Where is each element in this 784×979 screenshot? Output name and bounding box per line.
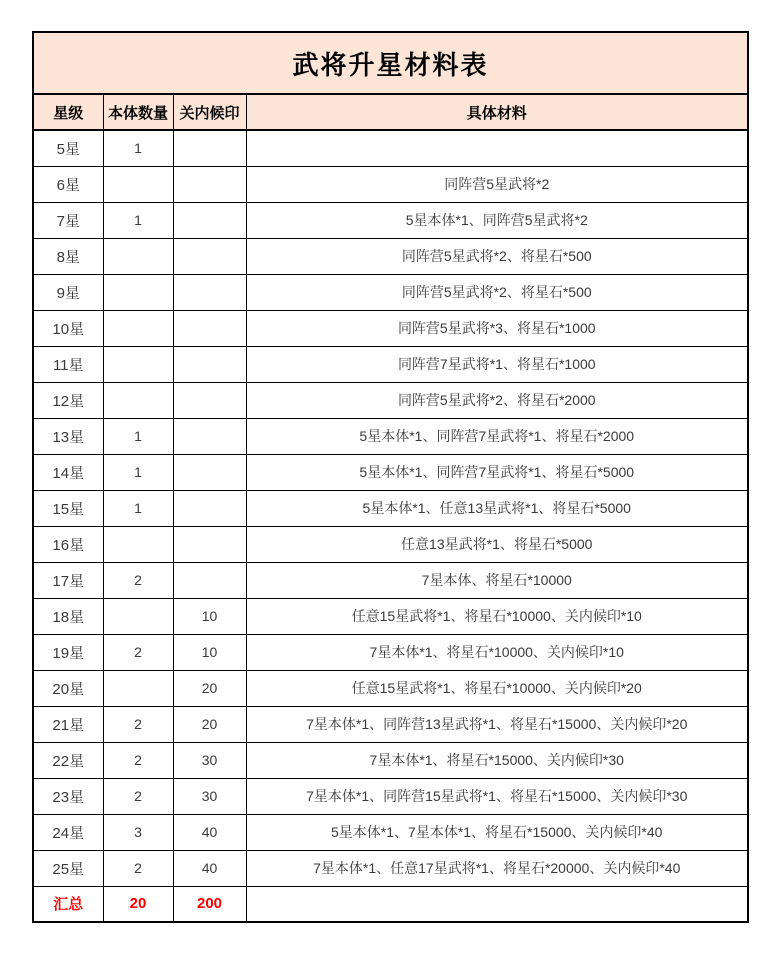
summary-row (33, 886, 748, 922)
cell-star-level: 20星 (33, 670, 103, 706)
cell-seal-count (173, 382, 246, 418)
cell-seal-count (173, 526, 246, 562)
table-row (33, 598, 748, 634)
cell-materials: 7星本体、将星石*10000 (246, 562, 748, 598)
cell-materials: 5星本体*1、同阵营5星武将*2 (246, 202, 748, 238)
cell-body-count: 2 (103, 706, 173, 742)
table-row (33, 814, 748, 850)
cell-star-level: 22星 (33, 742, 103, 778)
cell-body-count (103, 670, 173, 706)
summary-label: 汇总 (33, 886, 103, 922)
cell-seal-count (173, 454, 246, 490)
summary-seal-count: 200 (173, 886, 246, 922)
table-row (33, 454, 748, 490)
cell-materials: 5星本体*1、7星本体*1、将星石*15000、关内候印*40 (246, 814, 748, 850)
cell-seal-count: 10 (173, 634, 246, 670)
table-row (33, 202, 748, 238)
cell-materials: 任意15星武将*1、将星石*10000、关内候印*10 (246, 598, 748, 634)
table-row (33, 346, 748, 382)
cell-seal-count: 30 (173, 742, 246, 778)
table-row (33, 778, 748, 814)
cell-materials: 7星本体*1、任意17星武将*1、将星石*20000、关内候印*40 (246, 850, 748, 886)
table-row (33, 706, 748, 742)
cell-star-level: 19星 (33, 634, 103, 670)
cell-body-count (103, 166, 173, 202)
material-table (32, 31, 749, 923)
table-row (33, 490, 748, 526)
cell-star-level: 25星 (33, 850, 103, 886)
cell-materials: 任意15星武将*1、将星石*10000、关内候印*20 (246, 670, 748, 706)
cell-seal-count (173, 490, 246, 526)
cell-seal-count: 20 (173, 670, 246, 706)
table-row (33, 130, 748, 166)
cell-body-count (103, 274, 173, 310)
table-row (33, 670, 748, 706)
cell-body-count: 1 (103, 454, 173, 490)
cell-seal-count (173, 238, 246, 274)
cell-body-count (103, 598, 173, 634)
table-row (33, 634, 748, 670)
cell-materials: 7星本体*1、将星石*10000、关内候印*10 (246, 634, 748, 670)
cell-body-count: 1 (103, 202, 173, 238)
cell-star-level: 10星 (33, 310, 103, 346)
cell-seal-count (173, 562, 246, 598)
cell-star-level: 9星 (33, 274, 103, 310)
cell-materials: 同阵营5星武将*2 (246, 166, 748, 202)
cell-body-count: 1 (103, 130, 173, 166)
column-header-star-level: 星级 (33, 94, 103, 130)
table-row (33, 310, 748, 346)
cell-seal-count (173, 130, 246, 166)
cell-materials: 5星本体*1、同阵营7星武将*1、将星石*5000 (246, 454, 748, 490)
cell-body-count (103, 346, 173, 382)
table-row (33, 166, 748, 202)
cell-seal-count (173, 346, 246, 382)
column-header-body-count: 本体数量 (103, 94, 173, 130)
cell-materials: 同阵营5星武将*2、将星石*500 (246, 238, 748, 274)
title-row (33, 32, 748, 94)
cell-body-count: 2 (103, 778, 173, 814)
cell-body-count (103, 526, 173, 562)
cell-seal-count: 40 (173, 814, 246, 850)
cell-star-level: 23星 (33, 778, 103, 814)
cell-materials: 5星本体*1、同阵营7星武将*1、将星石*2000 (246, 418, 748, 454)
cell-body-count: 2 (103, 742, 173, 778)
column-header-materials: 具体材料 (246, 94, 748, 130)
cell-star-level: 11星 (33, 346, 103, 382)
table-row (33, 742, 748, 778)
cell-star-level: 7星 (33, 202, 103, 238)
cell-star-level: 6星 (33, 166, 103, 202)
cell-body-count: 3 (103, 814, 173, 850)
cell-star-level: 12星 (33, 382, 103, 418)
cell-materials (246, 130, 748, 166)
cell-star-level: 16星 (33, 526, 103, 562)
cell-materials: 任意13星武将*1、将星石*5000 (246, 526, 748, 562)
cell-materials: 7星本体*1、同阵营13星武将*1、将星石*15000、关内候印*20 (246, 706, 748, 742)
cell-body-count: 1 (103, 490, 173, 526)
cell-star-level: 14星 (33, 454, 103, 490)
table-row (33, 274, 748, 310)
cell-seal-count (173, 418, 246, 454)
cell-star-level: 15星 (33, 490, 103, 526)
cell-body-count (103, 382, 173, 418)
cell-seal-count (173, 166, 246, 202)
cell-star-level: 24星 (33, 814, 103, 850)
cell-seal-count: 40 (173, 850, 246, 886)
cell-body-count: 2 (103, 850, 173, 886)
cell-materials: 同阵营5星武将*3、将星石*1000 (246, 310, 748, 346)
cell-star-level: 5星 (33, 130, 103, 166)
cell-seal-count: 20 (173, 706, 246, 742)
cell-materials: 7星本体*1、将星石*15000、关内候印*30 (246, 742, 748, 778)
table-row (33, 850, 748, 886)
table-row (33, 562, 748, 598)
cell-materials: 同阵营7星武将*1、将星石*1000 (246, 346, 748, 382)
cell-materials: 7星本体*1、同阵营15星武将*1、将星石*15000、关内候印*30 (246, 778, 748, 814)
cell-materials: 同阵营5星武将*2、将星石*500 (246, 274, 748, 310)
cell-body-count: 2 (103, 634, 173, 670)
table-row (33, 418, 748, 454)
cell-star-level: 13星 (33, 418, 103, 454)
table-row (33, 238, 748, 274)
cell-seal-count: 30 (173, 778, 246, 814)
cell-seal-count (173, 202, 246, 238)
table-row (33, 382, 748, 418)
header-row (33, 94, 748, 130)
cell-body-count: 2 (103, 562, 173, 598)
page-title: 武将升星材料表 (33, 32, 748, 94)
cell-seal-count (173, 310, 246, 346)
cell-seal-count: 10 (173, 598, 246, 634)
cell-star-level: 8星 (33, 238, 103, 274)
cell-star-level: 21星 (33, 706, 103, 742)
cell-body-count (103, 310, 173, 346)
cell-star-level: 17星 (33, 562, 103, 598)
cell-seal-count (173, 274, 246, 310)
cell-star-level: 18星 (33, 598, 103, 634)
cell-body-count: 1 (103, 418, 173, 454)
cell-materials: 同阵营5星武将*2、将星石*2000 (246, 382, 748, 418)
column-header-seal-count: 关内候印 (173, 94, 246, 130)
summary-body-count: 20 (103, 886, 173, 922)
summary-materials (246, 886, 748, 922)
cell-materials: 5星本体*1、任意13星武将*1、将星石*5000 (246, 490, 748, 526)
table-row (33, 526, 748, 562)
cell-body-count (103, 238, 173, 274)
